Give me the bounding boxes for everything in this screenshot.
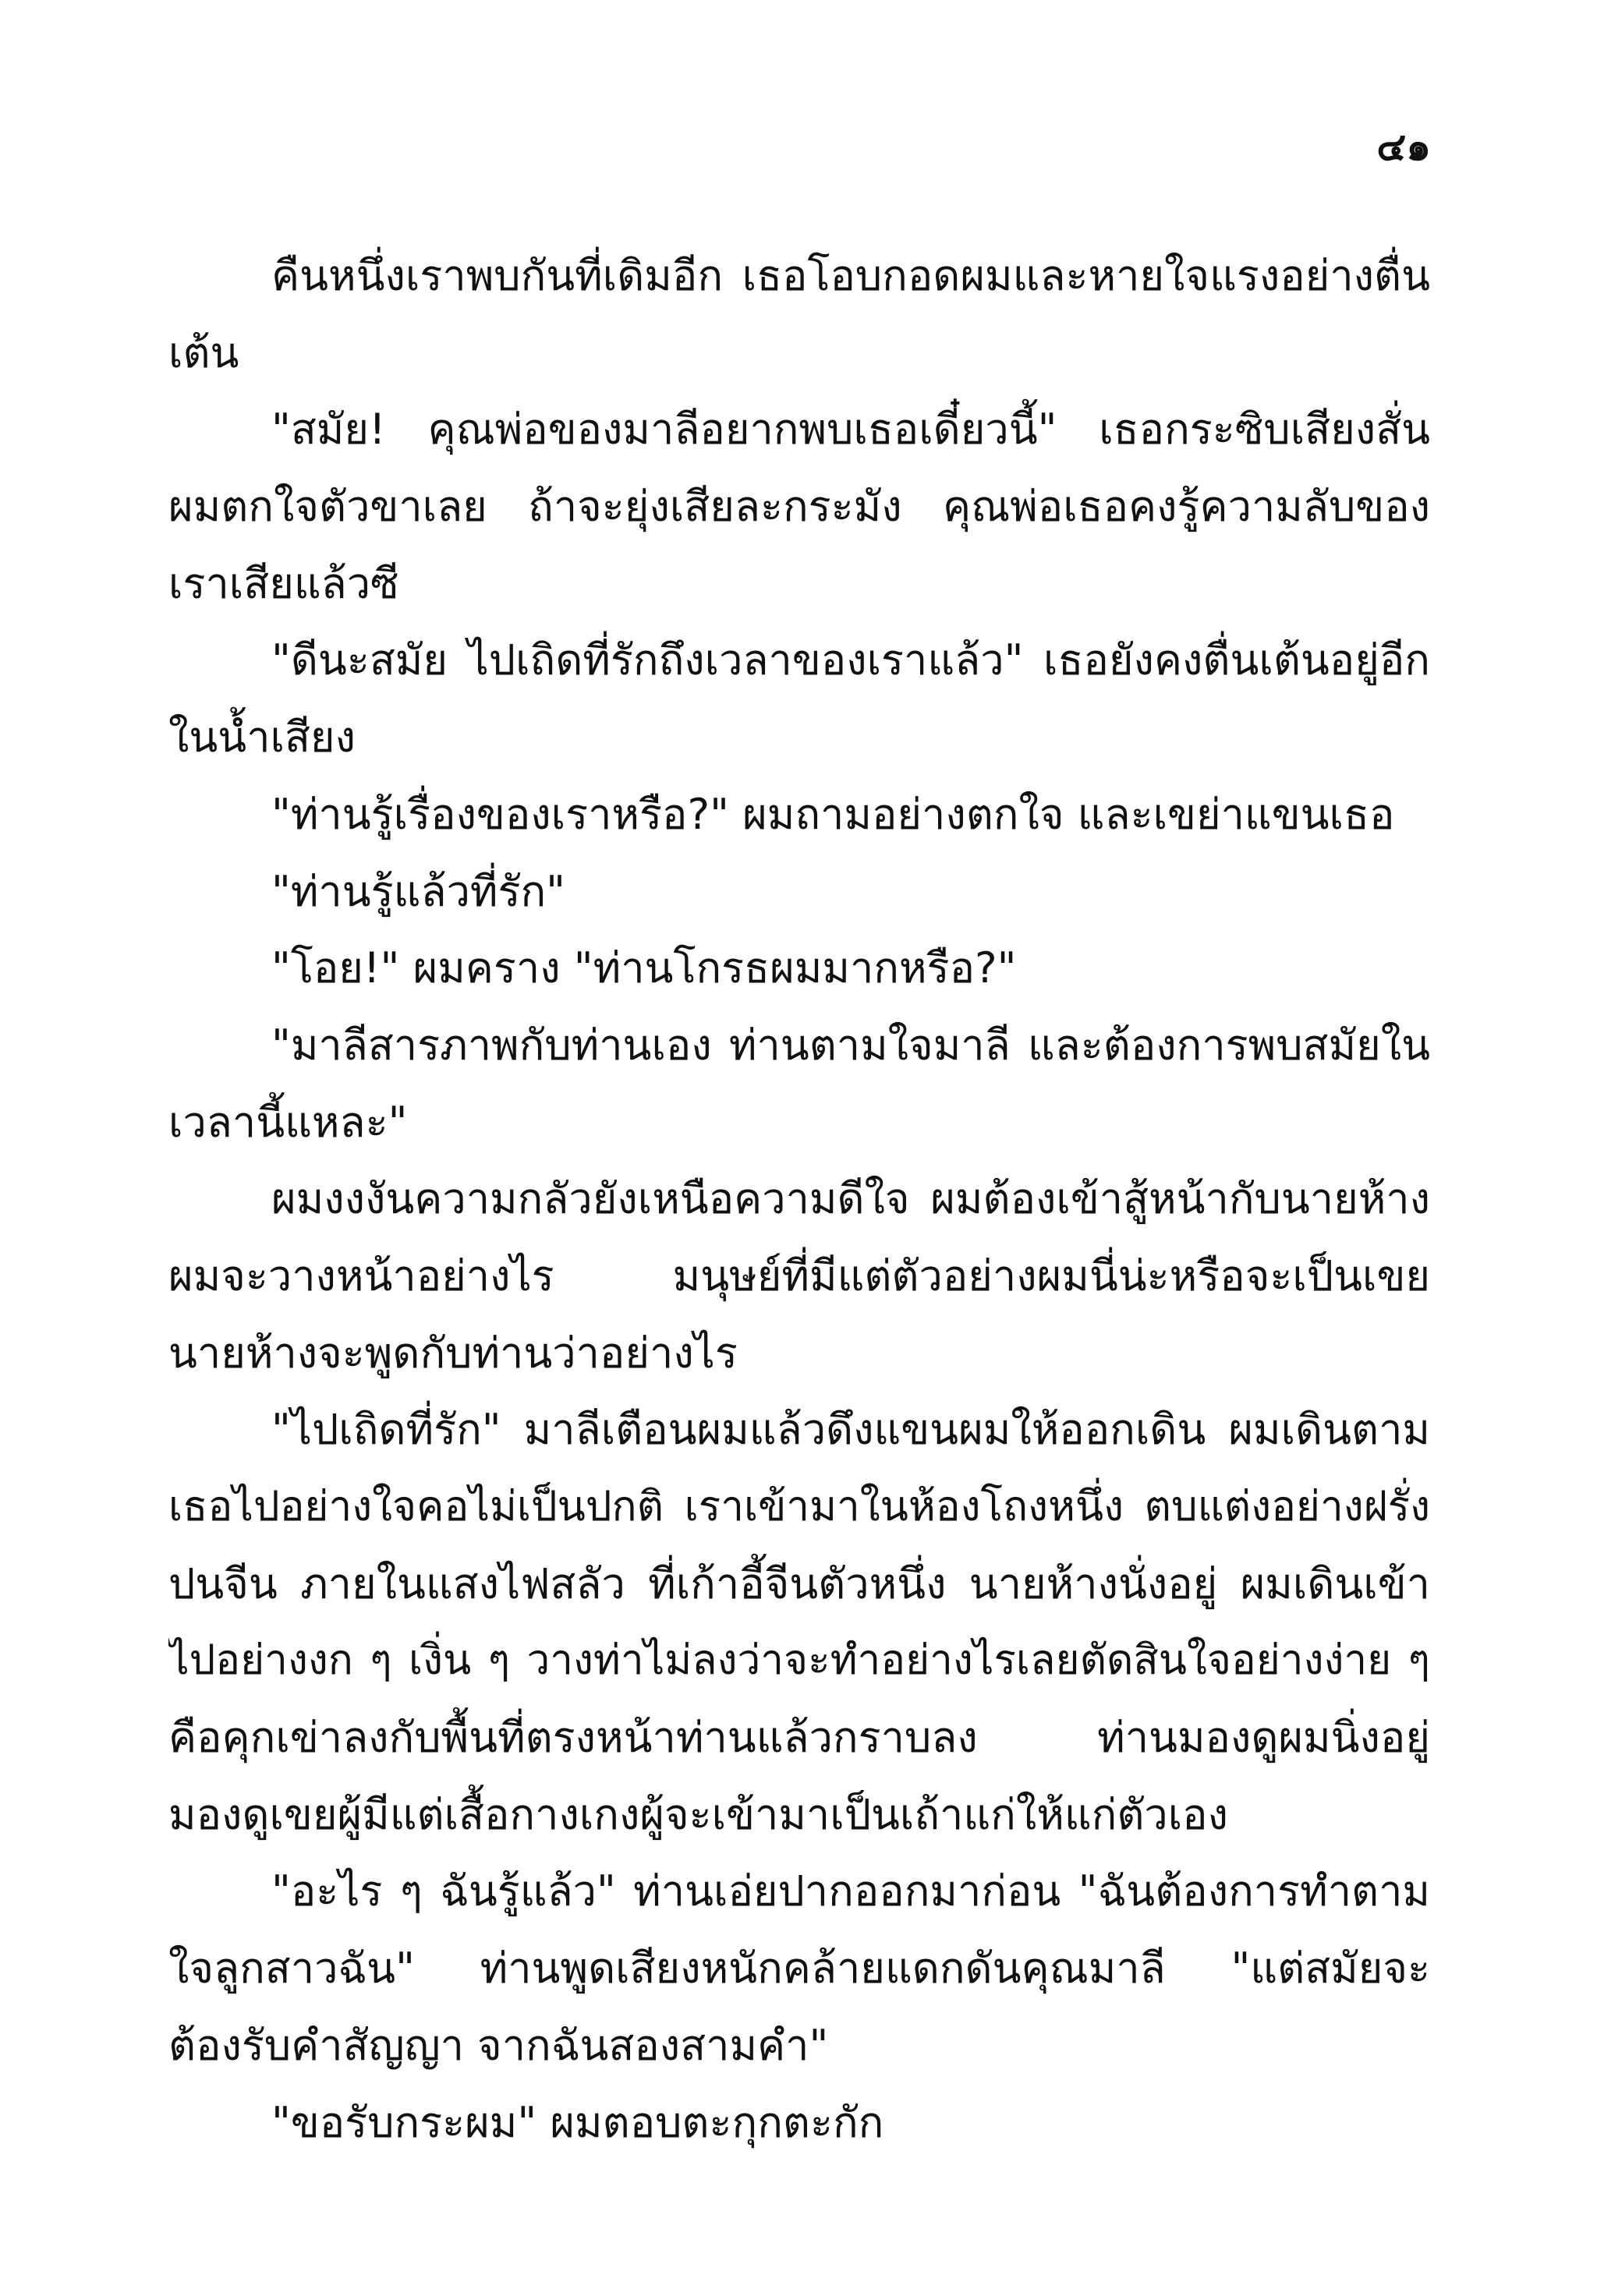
paragraph [168,622,1430,776]
text-line: "สมัย! คุณพ่อของมาลีอยากพบเธอเดี๋ยวนี้" เธอกระซิบเสียงสั่น [271,405,1430,455]
text-line: มองดูเขยผู้มีแต่เสื้อกางเกงผู้จะเข้ามาเป็นเถ้าแก่ให้แก่ตัวเอง [168,1789,1228,1839]
text-line: ผมงงงันความกลัวยังเหนือความดีใจ ผมต้องเข้าสู้หน้ากับนายห้าง [271,1174,1430,1224]
text-line: นายห้างจะพูดกับท่านว่าอย่างไร [168,1328,738,1378]
paragraph [168,854,1430,931]
text-line: "ไปเถิดที่รัก" มาลีเตือนผมแล้วดึงแขนผมให้ออกเดิน ผมเดินตาม [271,1405,1430,1455]
paragraph [168,930,1430,1007]
paragraph [168,777,1430,854]
text-line: ปนจีน ภายในแสงไฟสลัว ที่เก้าอี้จีนตัวหนึ่ง นายห้างนั่งอยู่ ผมเดินเข้า [168,1558,1430,1608]
text-line: ผมจะวางหน้าอย่างไร มนุษย์ที่มีแต่ตัวอย่างผมนี่น่ะหรือจะเป็นเขย [168,1251,1430,1300]
text-line: "โอย!" ผมคราง "ท่านโกรธผมมากหรือ?" [271,943,1017,993]
text-line: ใจลูกสาวฉัน" ท่านพูดเสียงหนักคล้ายแดกดันคุณมาลี "แต่สมัยจะ [168,1944,1430,1994]
text-line: เราเสียแล้วซี [168,558,399,608]
text-line: ในน้ำเสียง [168,713,356,762]
page-number: ๔๑ [1376,124,1431,169]
text-line: คืนหนึ่งเราพบกันที่เดิมอีก เธอโอบกอดผมและหายใจแรงอย่างตื่น [271,251,1430,300]
text-line: เต้น [168,327,239,377]
body-text [168,238,1430,2161]
text-line: "ท่านรู้เรื่องของเราหรือ?" ผมถามอย่างตกใจ และเขย่าแขนเธอ [271,789,1395,839]
text-line: คือคุกเข่าลงกับพื้นที่ตรงหน้าท่านแล้วกราบลง ท่านมองดูผมนิ่งอยู่ [168,1713,1430,1763]
text-line: เวลานี้แหละ" [168,1097,408,1147]
paragraph [168,238,1430,391]
text-line: ต้องรับคำสัญญา จากฉันสองสามคำ" [168,2020,829,2070]
text-line: "มาลีสารภาพกับท่านเอง ท่านตามใจมาลี และต้องการพบสมัยใน [271,1020,1430,1070]
paragraph [168,1007,1430,1161]
text-line: ผมตกใจตัวขาเลย ถ้าจะยุ่งเสียละกระมัง คุณพ่อเธอคงรู้ความลับของ [168,482,1430,532]
text-line: "ดีนะสมัย ไปเถิดที่รักถึงเวลาของเราแล้ว" เธอยังคงตื่นเต้นอยู่อีก [271,635,1430,685]
text-line: เธอไปอย่างใจคอไม่เป็นปกติ เราเข้ามาในห้องโถงหนึ่ง ตบแต่งอย่างฝรั่ง [168,1483,1430,1530]
paragraph [168,1161,1430,1392]
paragraph [168,1392,1430,1853]
paragraph [168,2085,1430,2162]
paragraph [168,391,1430,622]
paragraph [168,1853,1430,2084]
text-line: ไปอย่างงก ๆ เงิ่น ๆ วางท่าไม่ลงว่าจะทำอย่างไรเลยตัดสินใจอย่างง่าย ๆ [168,1636,1430,1685]
text-line: "อะไร ๆ ฉันรู้แล้ว" ท่านเอ่ยปากออกมาก่อน "ฉันต้องการทำตาม [271,1866,1430,1916]
text-line: "ท่านรู้แล้วที่รัก" [271,866,566,916]
text-line: "ขอรับกระผม" ผมตอบตะกุกตะกัก [271,2097,884,2147]
